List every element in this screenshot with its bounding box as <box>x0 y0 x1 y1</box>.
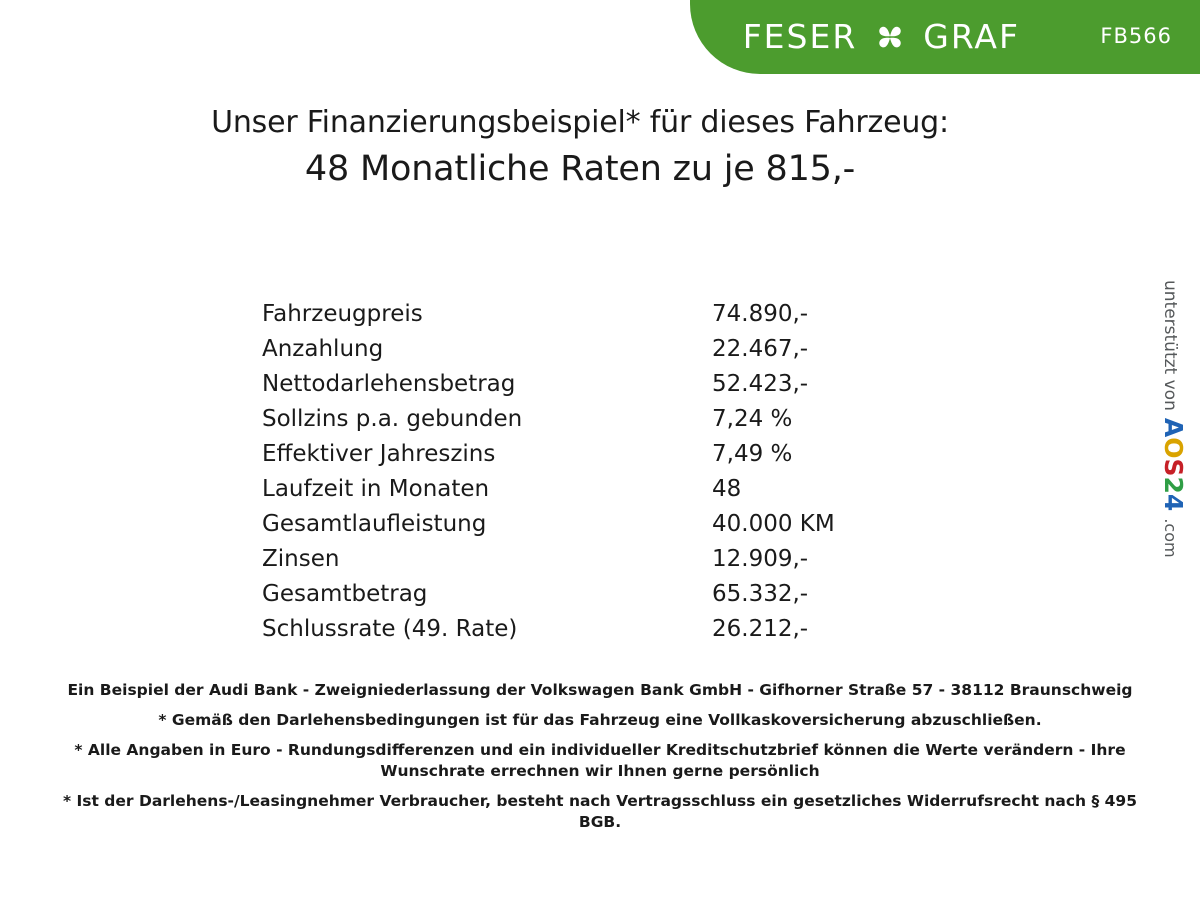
aos24-domain-suffix: .com <box>1161 518 1180 558</box>
row-label: Fahrzeugpreis <box>262 301 423 327</box>
row-label: Zinsen <box>262 545 340 572</box>
table-row <box>262 335 882 370</box>
row-label: Nettodarlehensbetrag <box>262 370 516 397</box>
table-row <box>262 580 882 615</box>
legal-line: * Alle Angaben in Euro - Rundungsdifferenzen und ein individueller Kreditschutzbrief können die Werte verändern - Ihre Wunschrate errechnen wir Ihnen gerne persönlich <box>74 740 1126 780</box>
table-row <box>262 615 882 650</box>
row-value: 22.467,- <box>712 335 809 362</box>
aos24-letter: 2 <box>1159 476 1188 494</box>
row-value: 52.423,- <box>712 370 809 397</box>
brand-logo <box>743 17 1020 56</box>
row-value: 26.212,- <box>712 615 809 642</box>
row-label: Sollzins p.a. gebunden <box>262 405 523 432</box>
table-row <box>262 545 882 580</box>
legal-disclaimer <box>0 680 1200 842</box>
aos24-letter: A <box>1159 417 1188 438</box>
row-value: 74.890,- <box>712 301 809 327</box>
page-title: Unser Finanzierungsbeispiel* für dieses Fahrzeug: <box>211 105 949 140</box>
row-label: Effektiver Jahreszins <box>262 440 496 467</box>
page-header <box>0 0 1200 74</box>
table-row <box>262 405 882 440</box>
brand-name-right: GRAF <box>923 17 1020 56</box>
supported-by-sidebar <box>1154 280 1194 610</box>
table-row <box>262 300 882 335</box>
row-value: 12.909,- <box>712 545 809 572</box>
page-subtitle: 48 Monatliche Raten zu je 815,- <box>304 148 856 189</box>
row-label: Gesamtlaufleistung <box>262 510 487 537</box>
table-row <box>262 475 882 510</box>
aos24-letter: O <box>1159 437 1188 459</box>
table-row <box>262 440 882 475</box>
clover-icon <box>875 22 905 52</box>
row-label: Schlussrate (49. Rate) <box>262 615 518 642</box>
row-value: 65.332,- <box>712 580 809 607</box>
row-label: Gesamtbetrag <box>262 580 428 607</box>
row-value: 7,49 % <box>712 440 793 467</box>
table-row <box>262 510 882 545</box>
legal-line: Ein Beispiel der Audi Bank - Zweigniederlassung der Volkswagen Bank GmbH - Gifhorner Straße 57 - 38112 Braunschweig <box>67 681 1133 699</box>
row-value: 48 <box>712 475 742 502</box>
row-value: 40.000 KM <box>712 510 835 537</box>
legal-line: * Ist der Darlehens-/Leasingnehmer Verbraucher, besteht nach Vertragsschluss ein gesetzliches Widerrufsrecht nach § 495 BGB. <box>63 791 1137 831</box>
title-block <box>0 103 1160 193</box>
row-label: Laufzeit in Monaten <box>262 475 490 502</box>
aos24-letter: S <box>1159 458 1188 477</box>
vehicle-code: FB566 <box>1100 24 1172 48</box>
finance-table <box>262 300 882 650</box>
row-label: Anzahlung <box>262 335 384 362</box>
brand-name-left: FESER <box>742 17 858 56</box>
table-row <box>262 370 882 405</box>
aos24-logo <box>1159 418 1188 511</box>
finance-table-body <box>262 300 882 650</box>
legal-line: * Gemäß den Darlehensbedingungen ist für das Fahrzeug eine Vollkaskoversicherung abzuschließen. <box>158 710 1042 729</box>
aos24-letter: 4 <box>1159 493 1188 512</box>
row-value: 7,24 % <box>712 405 793 432</box>
supported-by-label: unterstützt von <box>1160 280 1180 411</box>
